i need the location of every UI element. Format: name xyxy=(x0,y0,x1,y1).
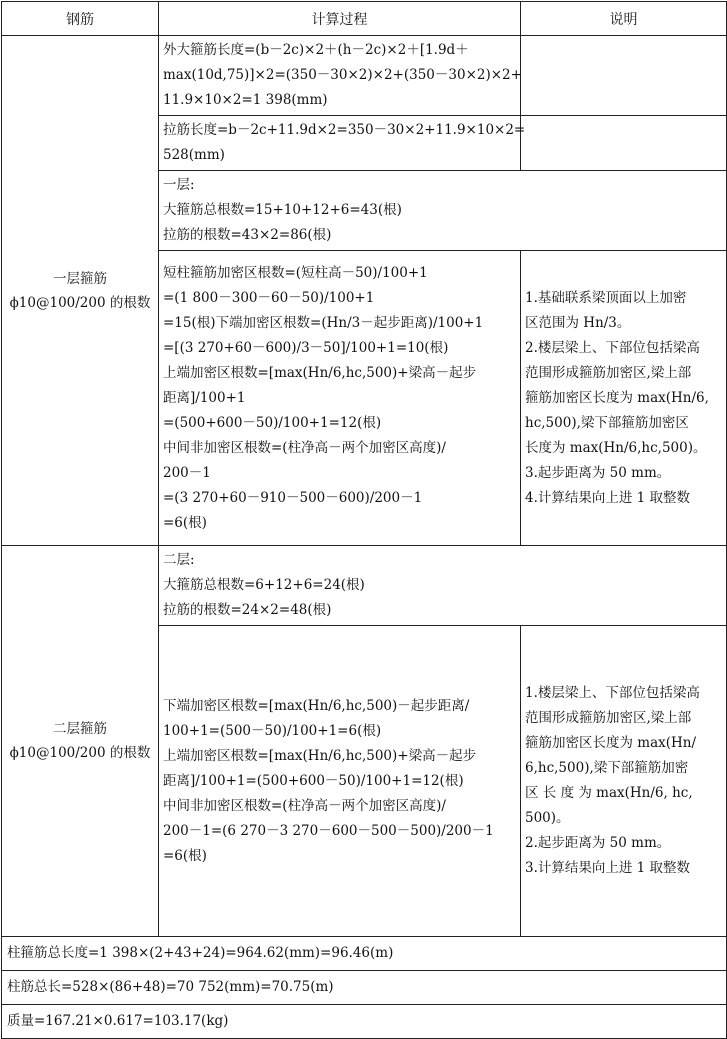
floor1-outer-stirrup-note xyxy=(521,36,727,116)
total-mass-row xyxy=(2,1005,727,1039)
rebar-calculation-table xyxy=(1,1,727,1039)
floor2-process: 下端加密区根数=[max(Hn/6,hc,500)－起步距离/ 100+1=(500－50)/100+1=6(根) 上端加密区根数=[max(Hn/6,hc,500)+梁高－起步 距离]/100+1=(500+600－50)/100+1=12(根) 中间非加密区根数=(柱净高－两个加密区高度)/ 200－1=(6 270－3 270－600－500－500)/200－1 =6(根) xyxy=(159,626,521,937)
floor1-rebar-spec: ϕ10@100/200 的根数 xyxy=(9,294,151,311)
floor1-rebar-title: 一层箍筋 xyxy=(53,270,107,287)
total-tie-length-row xyxy=(2,971,727,1005)
total-stirrup-length-row xyxy=(2,937,727,971)
floor1-count-summary: 一层: 大箍筋总根数=15+10+12+6=43(根) 拉筋的根数=43×2=86(根) xyxy=(159,171,727,251)
floor2-count-summary: 二层: 大箍筋总根数=6+12+6=24(根) 拉筋的根数=24×2=48(根) xyxy=(159,546,727,626)
total-stirrup-length: 柱箍筋总长度=1 398×(2+43+24)=964.62(mm)=96.46(m) xyxy=(2,937,727,971)
floor1-tie-length: 拉筋长度=b－2c+11.9d×2=350－30×2+11.9×10×2= 528(mm) xyxy=(159,116,521,171)
floor2-summary-row xyxy=(2,546,727,626)
total-mass: 质量=167.21×0.617=103.17(kg) xyxy=(2,1005,727,1039)
floor2-note: 1.楼层梁上、下部位包括梁高 范围形成箍筋加密区,梁上部 箍筋加密区长度为 max(Hn/ 6,hc,500),梁下部箍筋加密 区 长 度 为 max(Hn/6, hc, 500)。 2.起步距离为 50 mm。 3.计算结果向上进 1 取整数 xyxy=(521,626,727,937)
floor2-rebar-spec: ϕ10@100/200 的根数 xyxy=(9,745,151,761)
header-note: 说明 xyxy=(521,2,727,36)
floor2-rebar-label xyxy=(2,546,159,937)
floor1-process: 短柱箍筋加密区根数=(短柱高－50)/100+1 =(1 800－300－60－50)/100+1 =15(根)下端加密区根数=(Hn/3－起步距离)/100+1 =[(3 270+60－600)/3－50]/100+1=10(根) 上端加密区根数=[max(Hn/6,hc,500)+梁高－起步 距离]/100+1 =(500+600－50)/100+1=12(根) 中间非加密区根数=(柱净高－两个加密区高度)/ 200－1 =(3 270+60－910－500－600)/200－1 =6(根) xyxy=(159,251,521,546)
floor1-rebar-label xyxy=(2,36,159,546)
floor1-note: 1.基础联系梁顶面以上加密 区范围为 Hn/3。 2.楼层梁上、下部位包括梁高 范围形成箍筋加密区,梁上部 箍筋加密区长度为 max(Hn/6, hc,500),梁下部箍筋加密区 长度为 max(Hn/6,hc,500)。 3.起步距离为 50 mm。 4.计算结果向上进 1 取整数 xyxy=(521,251,727,546)
floor2-rebar-title: 二层箍筋 xyxy=(53,721,107,737)
header-rebar: 钢筋 xyxy=(2,2,159,36)
total-tie-length: 柱筋总长=528×(86+48)=70 752(mm)=70.75(m) xyxy=(2,971,727,1005)
floor1-tie-note xyxy=(521,116,727,171)
header-row xyxy=(2,2,727,36)
floor1-outer-stirrup-row xyxy=(2,36,727,116)
floor1-outer-stirrup-length: 外大箍筋长度=(b－2c)×2＋(h－2c)×2＋[1.9d＋ max(10d,75)]×2=(350－30×2)×2+(350－30×2)×2+ 11.9×10×2=1 398(mm) xyxy=(159,36,521,116)
header-process: 计算过程 xyxy=(159,2,521,36)
